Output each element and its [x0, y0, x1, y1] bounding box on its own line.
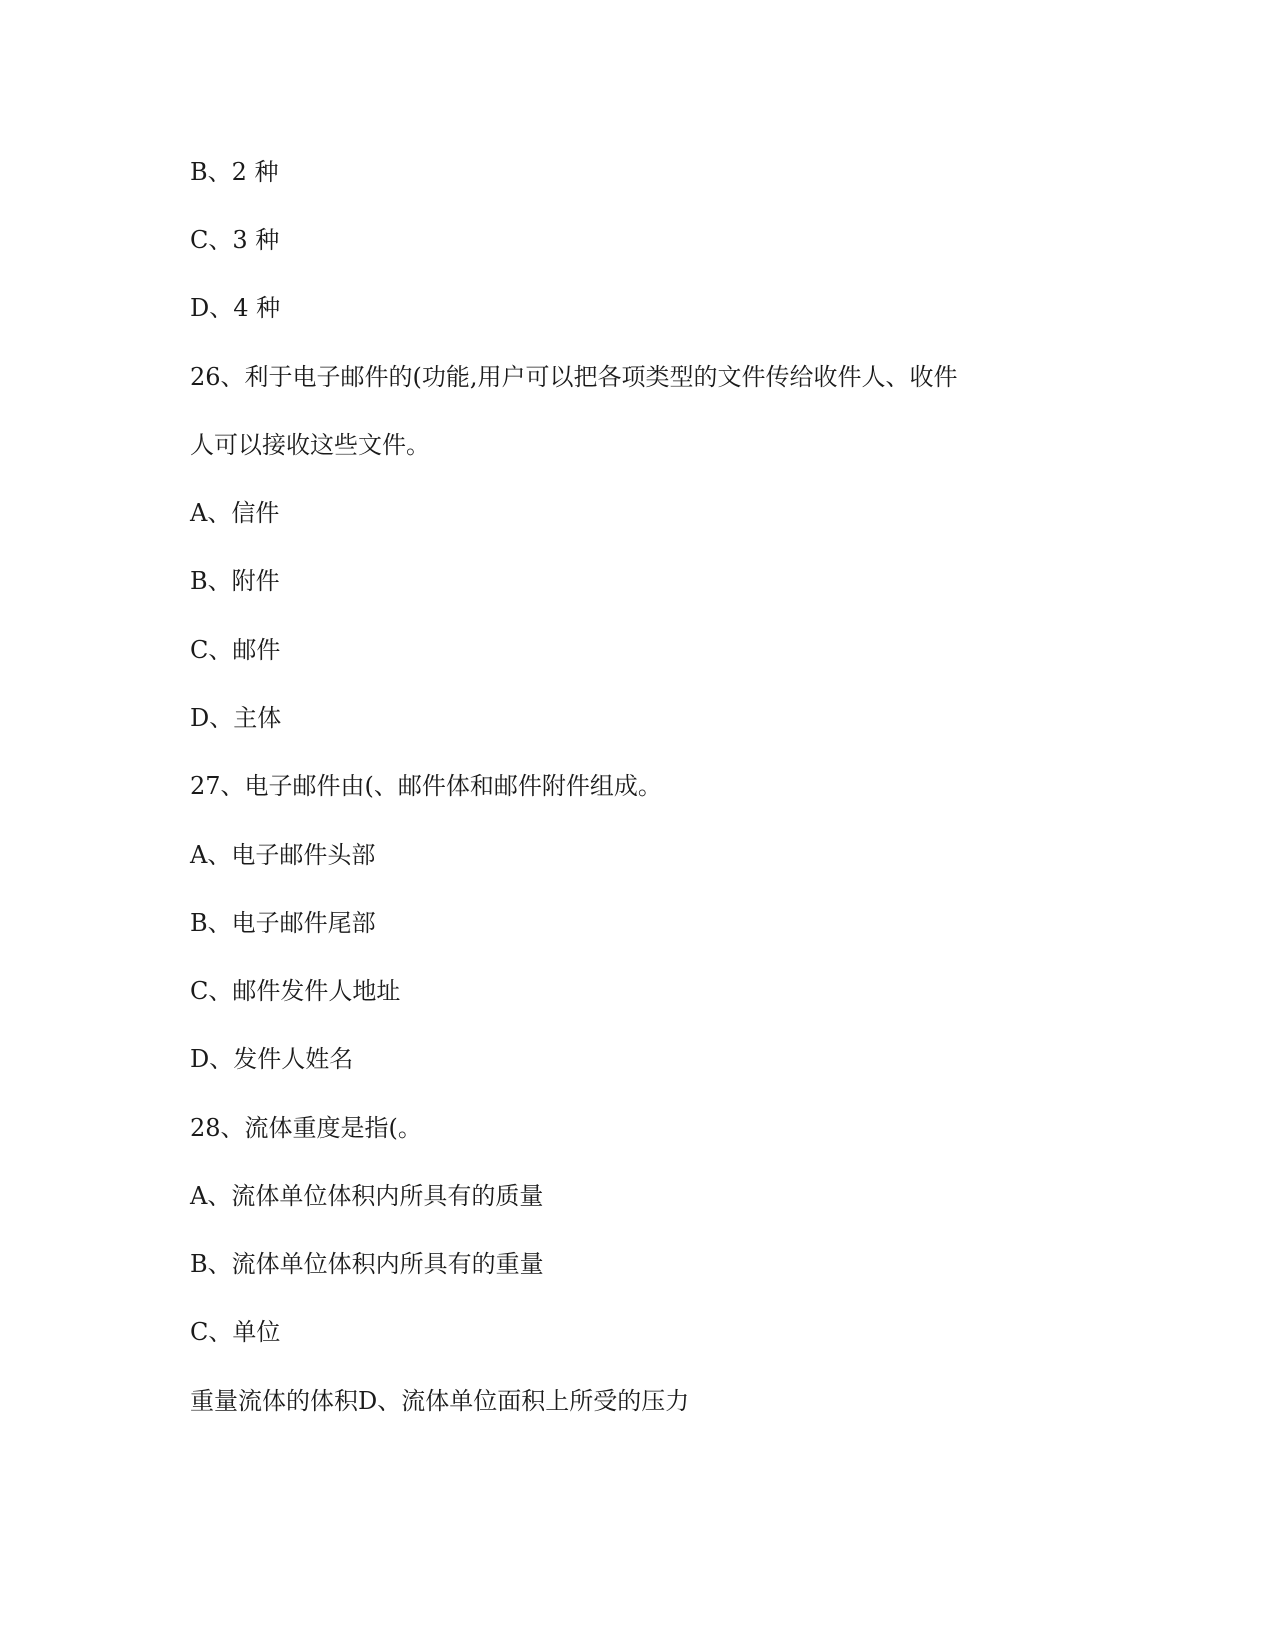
- option-d-q28: 重量流体的体积D、流体单位面积上所受的压力: [190, 1387, 690, 1415]
- question-27: 27、电子邮件由(、邮件体和邮件附件组成。: [190, 772, 662, 800]
- option-d-q27: D、发件人姓名: [190, 1045, 354, 1073]
- option-c-q26: C、邮件: [190, 636, 281, 664]
- option-b-q27: B、电子邮件尾部: [190, 909, 376, 937]
- question-26-line-2: 人可以接收这些文件。: [190, 431, 430, 459]
- option-a-q28: A、流体单位体积内所具有的质量: [190, 1182, 544, 1210]
- option-c-q28: C、单位: [190, 1318, 281, 1346]
- question-28: 28、流体重度是指(。: [190, 1114, 422, 1142]
- option-b-q26: B、附件: [190, 567, 280, 595]
- option-d-q25: D、4 种: [190, 294, 281, 322]
- option-c-q27: C、邮件发件人地址: [190, 977, 401, 1005]
- question-26-line-1: 26、利于电子邮件的(功能,用户可以把各项类型的文件传给收件人、收件: [190, 363, 958, 391]
- option-a-q26: A、信件: [190, 499, 280, 527]
- option-b-q28: B、流体单位体积内所具有的重量: [190, 1250, 544, 1278]
- option-d-q26: D、主体: [190, 704, 282, 732]
- option-b-q25: B、2 种: [190, 158, 279, 186]
- option-c-q25: C、3 种: [190, 226, 280, 254]
- option-a-q27: A、电子邮件头部: [190, 841, 376, 869]
